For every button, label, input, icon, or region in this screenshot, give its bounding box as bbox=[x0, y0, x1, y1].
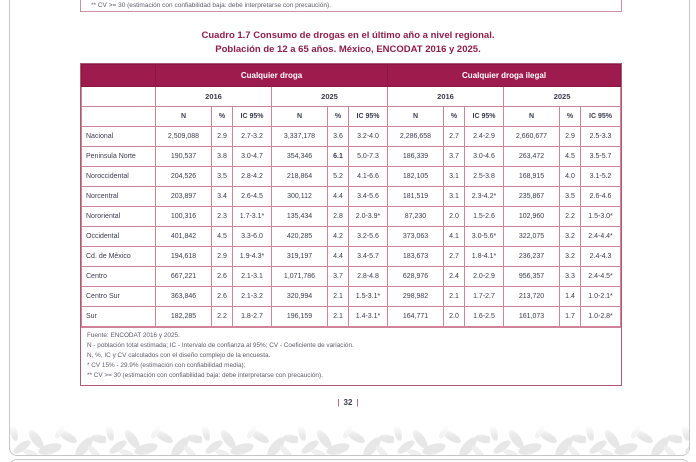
value-cell: 3.2-4.0 bbox=[349, 127, 388, 147]
page-number-delimiter-right: | bbox=[356, 398, 359, 407]
group-header-illegal-drug: Cualquier droga ilegal bbox=[388, 65, 621, 87]
page-number-delimiter-left: | bbox=[337, 398, 340, 407]
table-row bbox=[82, 247, 621, 267]
year-header: 2016 bbox=[388, 87, 504, 107]
value-cell: 2.6 bbox=[212, 267, 233, 287]
value-cell: 2.2 bbox=[560, 207, 581, 227]
value-cell: 298,982 bbox=[388, 287, 444, 307]
value-cell: 2.1-3.1 bbox=[233, 267, 272, 287]
table-row bbox=[82, 167, 621, 187]
value-cell: 203,897 bbox=[156, 187, 212, 207]
data-table bbox=[81, 64, 621, 327]
value-cell: 1.4 bbox=[560, 287, 581, 307]
value-cell: 218,864 bbox=[272, 167, 328, 187]
value-cell: 3.6 bbox=[328, 127, 349, 147]
value-cell: 420,285 bbox=[272, 227, 328, 247]
value-cell: 2.1 bbox=[328, 307, 349, 327]
value-cell: 182,285 bbox=[156, 307, 212, 327]
value-cell: 2.9 bbox=[560, 127, 581, 147]
column-header-pct: % bbox=[444, 107, 465, 127]
group-header-row bbox=[82, 65, 621, 87]
value-cell: 1.8-4.1* bbox=[465, 247, 504, 267]
value-cell: 3.1-5.2 bbox=[581, 167, 621, 187]
footnote-line: ** CV >= 30 (estimación con confiabilidad baja: debe interpretarse con precaución). bbox=[87, 372, 323, 379]
value-cell: 1.7-2.7 bbox=[465, 287, 504, 307]
column-header-pct: % bbox=[328, 107, 349, 127]
value-cell: 3.4 bbox=[212, 187, 233, 207]
value-cell: 4.4 bbox=[328, 247, 349, 267]
value-cell: 6.1 bbox=[328, 147, 349, 167]
column-header-row bbox=[82, 107, 621, 127]
value-cell: 2.4-2.9 bbox=[465, 127, 504, 147]
value-cell: 2.1-3.2 bbox=[233, 287, 272, 307]
value-cell: 196,159 bbox=[272, 307, 328, 327]
region-cell: Centro bbox=[82, 267, 156, 287]
value-cell: 3.1 bbox=[444, 167, 465, 187]
value-cell: 3.4-5.6 bbox=[349, 187, 388, 207]
value-cell: 2.4-4.3 bbox=[581, 247, 621, 267]
value-cell: 2.4 bbox=[444, 267, 465, 287]
value-cell: 5.2 bbox=[328, 167, 349, 187]
value-cell: 2.4-4.5* bbox=[581, 267, 621, 287]
value-cell: 213,720 bbox=[504, 287, 560, 307]
table-row bbox=[82, 207, 621, 227]
value-cell: 2.5-3.3 bbox=[581, 127, 621, 147]
value-cell: 1.8-2.7 bbox=[233, 307, 272, 327]
value-cell: 1.0-2.8* bbox=[581, 307, 621, 327]
column-header-pct: % bbox=[212, 107, 233, 127]
value-cell: 3.5 bbox=[212, 167, 233, 187]
column-header-n: N bbox=[272, 107, 328, 127]
footnote-line: N, %, IC y CV calculados con el diseño complejo de la encuesta. bbox=[87, 352, 271, 359]
value-cell: 204,526 bbox=[156, 167, 212, 187]
region-cell: Centro Sur bbox=[82, 287, 156, 307]
value-cell: 2.8 bbox=[328, 207, 349, 227]
value-cell: 100,316 bbox=[156, 207, 212, 227]
column-header-ic: IC 95% bbox=[465, 107, 504, 127]
value-cell: 373,063 bbox=[388, 227, 444, 247]
value-cell: 1.5-2.6 bbox=[465, 207, 504, 227]
year-header: 2016 bbox=[156, 87, 272, 107]
value-cell: 194,618 bbox=[156, 247, 212, 267]
value-cell: 2.0-2.9 bbox=[465, 267, 504, 287]
value-cell: 263,472 bbox=[504, 147, 560, 167]
value-cell: 161,073 bbox=[504, 307, 560, 327]
value-cell: 3.2 bbox=[560, 247, 581, 267]
value-cell: 2,660,677 bbox=[504, 127, 560, 147]
value-cell: 1.7-3.1* bbox=[233, 207, 272, 227]
table-row bbox=[82, 227, 621, 247]
value-cell: 300,112 bbox=[272, 187, 328, 207]
region-cell: Norcentral bbox=[82, 187, 156, 207]
footnote-line: N - población total estimada; IC - Intervalo de confianza al 95%; CV - Coeficiente de variación. bbox=[87, 342, 354, 349]
value-cell: 2,509,088 bbox=[156, 127, 212, 147]
column-header-ic: IC 95% bbox=[581, 107, 621, 127]
value-cell: 3.0-4.6 bbox=[465, 147, 504, 167]
region-cell: Nororiental bbox=[82, 207, 156, 227]
previous-table-footnote: ** CV >= 30 (estimación con confiabilidad baja: debe interpretarse con precaución). bbox=[91, 2, 331, 9]
value-cell: 1.9-4.3* bbox=[233, 247, 272, 267]
value-cell: 1.0-2.1* bbox=[581, 287, 621, 307]
value-cell: 3.8 bbox=[212, 147, 233, 167]
regional-consumption-table bbox=[80, 63, 622, 386]
value-cell: 3,337,178 bbox=[272, 127, 328, 147]
table-row bbox=[82, 287, 621, 307]
value-cell: 2.6-4.5 bbox=[233, 187, 272, 207]
value-cell: 1.5-3.0* bbox=[581, 207, 621, 227]
group-header-any-drug: Cualquier droga bbox=[156, 65, 388, 87]
value-cell: 1.6-2.5 bbox=[465, 307, 504, 327]
value-cell: 3.5-5.7 bbox=[581, 147, 621, 167]
value-cell: 667,221 bbox=[156, 267, 212, 287]
value-cell: 135,434 bbox=[272, 207, 328, 227]
value-cell: 3.2-5.6 bbox=[349, 227, 388, 247]
value-cell: 4.5 bbox=[560, 147, 581, 167]
value-cell: 2,286,658 bbox=[388, 127, 444, 147]
value-cell: 2.9 bbox=[212, 247, 233, 267]
previous-table-footnote-box bbox=[80, 0, 622, 12]
value-cell: 182,105 bbox=[388, 167, 444, 187]
value-cell: 3.1 bbox=[444, 187, 465, 207]
table-row bbox=[82, 127, 621, 147]
value-cell: 3.7 bbox=[328, 267, 349, 287]
value-cell: 363,846 bbox=[156, 287, 212, 307]
footnote-line: * CV 15% - 29.9% (estimación con confiabilidad media); bbox=[87, 362, 246, 369]
value-cell: 319,197 bbox=[272, 247, 328, 267]
table-title-line1: Cuadro 1.7 Consumo de drogas en el último año a nivel regional. bbox=[201, 30, 495, 41]
column-header-pct: % bbox=[560, 107, 581, 127]
region-cell: Peninsula Norte bbox=[82, 147, 156, 167]
region-cell: Noroccidental bbox=[82, 167, 156, 187]
page-number bbox=[0, 398, 696, 407]
value-cell: 2.2 bbox=[212, 307, 233, 327]
value-cell: 2.1 bbox=[444, 287, 465, 307]
value-cell: 186,339 bbox=[388, 147, 444, 167]
value-cell: 2.5-3.8 bbox=[465, 167, 504, 187]
table-title-line2: Población de 12 a 65 años. México, ENCODAT 2016 y 2025. bbox=[215, 44, 481, 55]
value-cell: 2.6 bbox=[212, 287, 233, 307]
value-cell: 3.0-4.7 bbox=[233, 147, 272, 167]
year-header-row bbox=[82, 87, 621, 107]
value-cell: 2.6-4.6 bbox=[581, 187, 621, 207]
region-cell: Cd. de México bbox=[82, 247, 156, 267]
column-header-spacer bbox=[82, 107, 156, 127]
value-cell: 1.7 bbox=[560, 307, 581, 327]
value-cell: 3.0-5.6* bbox=[465, 227, 504, 247]
value-cell: 2.7-3.2 bbox=[233, 127, 272, 147]
table-row bbox=[82, 307, 621, 327]
footnote-line: Fuente: ENCODAT 2016 y 2025. bbox=[87, 332, 180, 339]
value-cell: 4.5 bbox=[212, 227, 233, 247]
group-header-spacer bbox=[82, 65, 156, 87]
footnotes bbox=[81, 327, 621, 385]
value-cell: 401,842 bbox=[156, 227, 212, 247]
value-cell: 1.4-3.1* bbox=[349, 307, 388, 327]
value-cell: 3.2 bbox=[560, 227, 581, 247]
value-cell: 4.4 bbox=[328, 187, 349, 207]
leaf-pattern-graphic bbox=[10, 425, 689, 455]
value-cell: 4.1-6.6 bbox=[349, 167, 388, 187]
value-cell: 2.4-4.4* bbox=[581, 227, 621, 247]
value-cell: 87,230 bbox=[388, 207, 444, 227]
table-title bbox=[0, 29, 696, 57]
value-cell: 168,915 bbox=[504, 167, 560, 187]
value-cell: 5.0-7.3 bbox=[349, 147, 388, 167]
value-cell: 3.5 bbox=[560, 187, 581, 207]
value-cell: 322,075 bbox=[504, 227, 560, 247]
value-cell: 2.1 bbox=[328, 287, 349, 307]
value-cell: 235,867 bbox=[504, 187, 560, 207]
column-header-n: N bbox=[156, 107, 212, 127]
column-header-ic: IC 95% bbox=[349, 107, 388, 127]
table-row bbox=[82, 267, 621, 287]
page-number-value: 32 bbox=[343, 398, 353, 407]
value-cell: 2.0 bbox=[444, 207, 465, 227]
value-cell: 1.5-3.1* bbox=[349, 287, 388, 307]
value-cell: 2.7 bbox=[444, 247, 465, 267]
value-cell: 3.3-6.0 bbox=[233, 227, 272, 247]
value-cell: 2.9 bbox=[212, 127, 233, 147]
decorative-pattern-band bbox=[10, 425, 689, 455]
value-cell: 628,976 bbox=[388, 267, 444, 287]
value-cell: 3.4-5.7 bbox=[349, 247, 388, 267]
value-cell: 102,960 bbox=[504, 207, 560, 227]
year-header: 2025 bbox=[272, 87, 388, 107]
value-cell: 3.3 bbox=[560, 267, 581, 287]
value-cell: 4.2 bbox=[328, 227, 349, 247]
value-cell: 2.3 bbox=[212, 207, 233, 227]
region-cell: Occidental bbox=[82, 227, 156, 247]
value-cell: 4.1 bbox=[444, 227, 465, 247]
value-cell: 3.7 bbox=[444, 147, 465, 167]
column-header-n: N bbox=[504, 107, 560, 127]
value-cell: 190,537 bbox=[156, 147, 212, 167]
value-cell: 1,071,786 bbox=[272, 267, 328, 287]
value-cell: 183,673 bbox=[388, 247, 444, 267]
value-cell: 2.0 bbox=[444, 307, 465, 327]
table-row bbox=[82, 187, 621, 207]
region-cell: Nacional bbox=[82, 127, 156, 147]
value-cell: 181,519 bbox=[388, 187, 444, 207]
table-row bbox=[82, 147, 621, 167]
value-cell: 164,771 bbox=[388, 307, 444, 327]
value-cell: 2.3-4.2* bbox=[465, 187, 504, 207]
value-cell: 4.0 bbox=[560, 167, 581, 187]
table-body bbox=[82, 127, 621, 327]
column-header-n: N bbox=[388, 107, 444, 127]
value-cell: 956,357 bbox=[504, 267, 560, 287]
value-cell: 320,994 bbox=[272, 287, 328, 307]
value-cell: 236,237 bbox=[504, 247, 560, 267]
value-cell: 2.7 bbox=[444, 127, 465, 147]
column-header-ic: IC 95% bbox=[233, 107, 272, 127]
year-header-spacer bbox=[82, 87, 156, 107]
value-cell: 2.0-3.9* bbox=[349, 207, 388, 227]
value-cell: 2.8-4.8 bbox=[349, 267, 388, 287]
year-header: 2025 bbox=[504, 87, 621, 107]
region-cell: Sur bbox=[82, 307, 156, 327]
value-cell: 2.8-4.2 bbox=[233, 167, 272, 187]
value-cell: 354,346 bbox=[272, 147, 328, 167]
